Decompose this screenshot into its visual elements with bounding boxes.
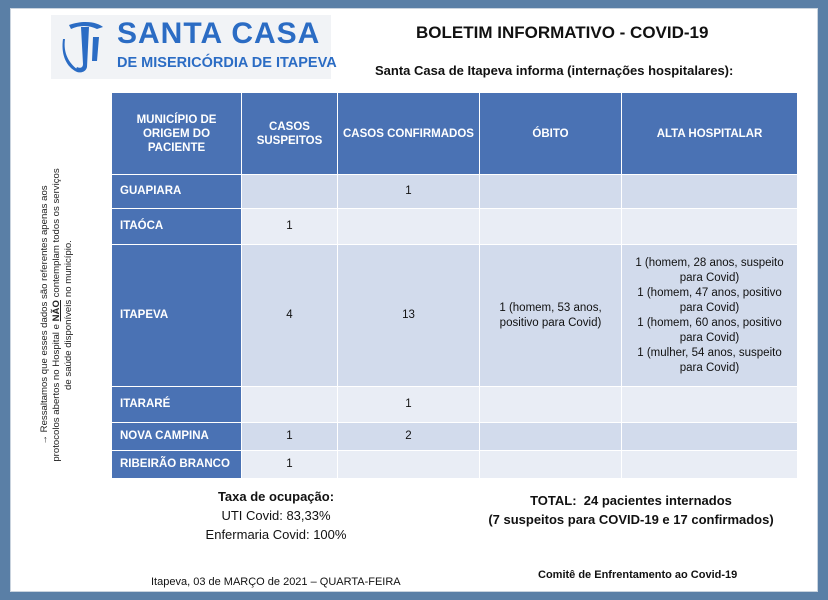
- bulletin-subtitle: Santa Casa de Itapeva informa (internações hospitalares):: [375, 63, 734, 78]
- col-obito: ÓBITO: [480, 93, 622, 175]
- arrow-icon: →: [39, 435, 50, 445]
- santa-casa-emblem-icon: [59, 19, 107, 75]
- alta-entry: 1 (homem, 28 anos, suspeito para Covid): [635, 256, 784, 284]
- cell-confirmados: [338, 209, 480, 245]
- cell-alta: [622, 451, 798, 479]
- cell-alta: [622, 175, 798, 209]
- hospitalizations-table: [111, 92, 798, 479]
- cell-suspeitos: [242, 387, 338, 423]
- table-row: [112, 175, 798, 209]
- cell-municipio: GUAPIARA: [112, 175, 242, 209]
- committee-signature: Comitê de Enfrentamento ao Covid-19: [538, 569, 738, 581]
- cell-suspeitos: 1: [242, 209, 338, 245]
- alta-entry: 1 (homem, 60 anos, positivo para Covid): [637, 316, 782, 344]
- cell-municipio: RIBEIRÃO BRANCO: [112, 451, 242, 479]
- table-row: [112, 423, 798, 451]
- cell-suspeitos: [242, 175, 338, 209]
- cell-confirmados: 1: [338, 175, 480, 209]
- cell-alta: [622, 209, 798, 245]
- bulletin-date: Itapeva, 03 de MARÇO de 2021 – QUARTA-FEIRA: [151, 576, 401, 588]
- cell-obito: 1 (homem, 53 anos, positivo para Covid): [480, 245, 622, 387]
- cell-suspeitos: 1: [242, 451, 338, 479]
- table-row: [112, 451, 798, 479]
- col-suspeitos: CASOS SUSPEITOS: [242, 93, 338, 175]
- cell-municipio: ITAÓCA: [112, 209, 242, 245]
- disclaimer-text-1: Ressaltamos que esses dados são referentes apenas aos protocolos abertos no Hospital e: [39, 185, 62, 462]
- alta-entry: 1 (homem, 47 anos, positivo para Covid): [637, 286, 782, 314]
- total-line-2: (7 suspeitos para COVID-19 e 17 confirmados): [488, 512, 774, 527]
- cell-obito: [480, 387, 622, 423]
- logo-name: SANTA CASA: [117, 17, 321, 50]
- santa-casa-logo: [51, 15, 337, 79]
- cell-suspeitos: 1: [242, 423, 338, 451]
- cell-obito: [480, 423, 622, 451]
- cell-obito: [480, 209, 622, 245]
- logo-subname: DE MISERICÓRDIA DE ITAPEVA: [117, 55, 337, 71]
- disclaimer-note: [39, 165, 75, 465]
- total-line-1: TOTAL: 24 pacientes internados: [530, 493, 732, 508]
- cell-municipio: ITARARÉ: [112, 387, 242, 423]
- col-confirmados: CASOS CONFIRMADOS: [338, 93, 480, 175]
- cell-obito: [480, 451, 622, 479]
- occupancy-uti: UTI Covid: 83,33%: [221, 508, 331, 523]
- cell-alta: [622, 423, 798, 451]
- bulletin-title: BOLETIM INFORMATIVO - COVID-19: [416, 23, 709, 42]
- cell-confirmados: 1: [338, 387, 480, 423]
- table-row: [112, 209, 798, 245]
- table-row: [112, 245, 798, 387]
- occupancy-heading: Taxa de ocupação:: [217, 489, 335, 504]
- col-municipio: MUNICÍPIO DE ORIGEM DO PACIENTE: [112, 93, 242, 175]
- alta-entry: 1 (mulher, 54 anos, suspeito para Covid): [637, 346, 782, 374]
- cell-alta: [622, 245, 798, 387]
- occupancy-enfermaria: Enfermaria Covid: 100%: [205, 527, 347, 542]
- cell-municipio: ITAPEVA: [112, 245, 242, 387]
- cell-confirmados: 13: [338, 245, 480, 387]
- cell-confirmados: 2: [338, 423, 480, 451]
- disclaimer-emphasis: NÃO: [51, 300, 62, 322]
- cell-alta: [622, 387, 798, 423]
- cell-obito: [480, 175, 622, 209]
- table-header-row: [112, 93, 798, 175]
- bulletin-slide: [10, 8, 818, 592]
- total-summary: [461, 491, 801, 529]
- occupancy-rate: [181, 487, 371, 544]
- table-row: [112, 387, 798, 423]
- cell-suspeitos: 4: [242, 245, 338, 387]
- cell-municipio: NOVA CAMPINA: [112, 423, 242, 451]
- disclaimer-text-2: contemplam todos os serviços de saúde disponíveis no município.: [51, 168, 74, 390]
- col-alta: ALTA HOSPITALAR: [622, 93, 798, 175]
- cell-confirmados: [338, 451, 480, 479]
